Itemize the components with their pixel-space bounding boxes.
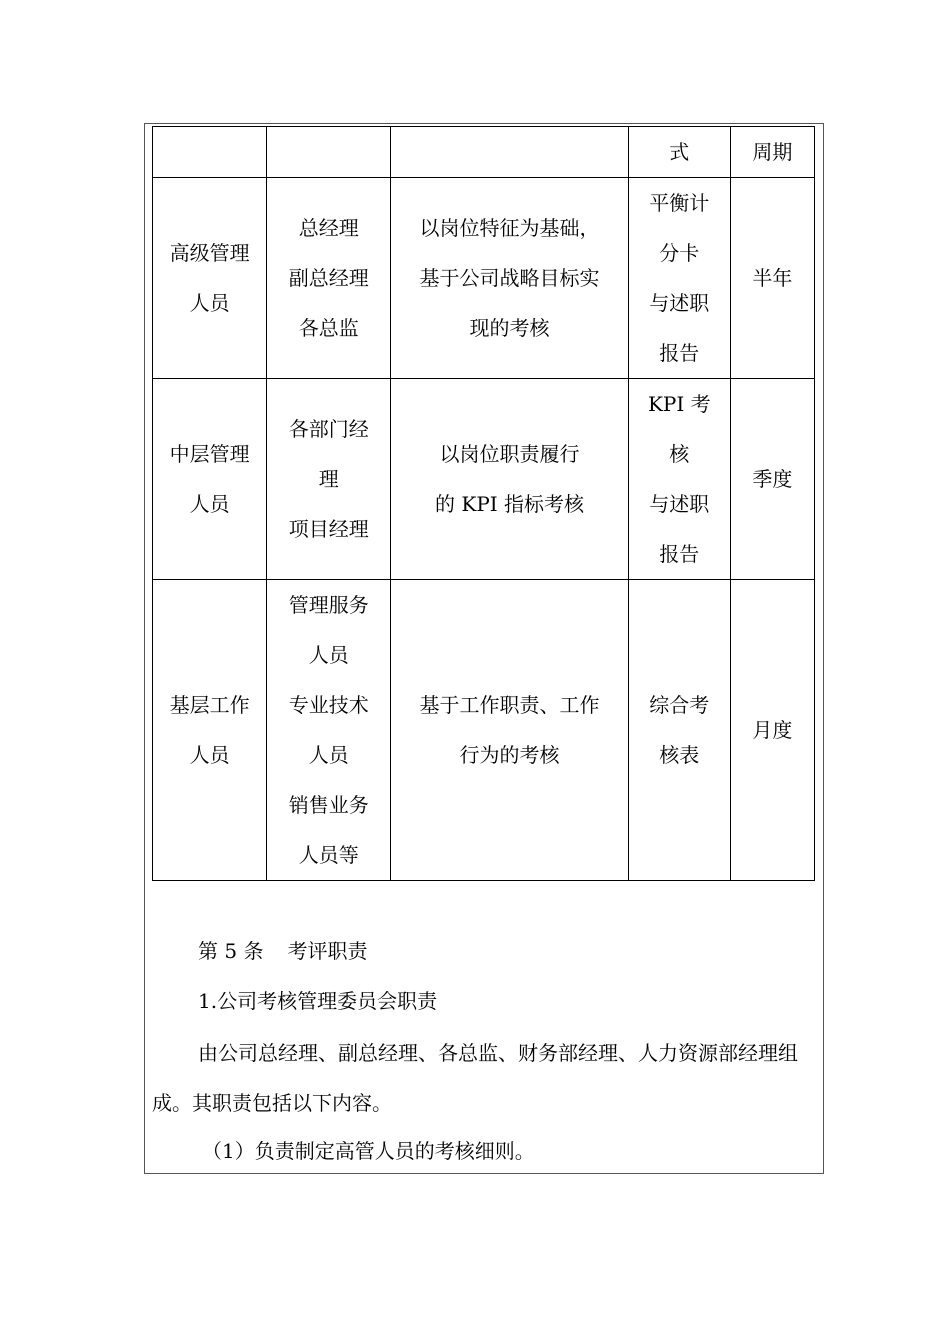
cell-text-line: 总经理 <box>298 216 359 240</box>
table-cell-positions <box>267 178 391 379</box>
cell-text-line: 分卡 <box>659 241 700 265</box>
cell-text-line: 与述职 <box>649 291 710 315</box>
table-cell-content <box>391 580 628 881</box>
cell-text-line: 报告 <box>659 341 700 365</box>
cell-text-line: 销售业务 <box>288 793 369 817</box>
cell-text-line: 核表 <box>659 743 700 767</box>
cell-text-line: 项目经理 <box>288 517 369 541</box>
table-cell-cycle <box>730 178 814 379</box>
header-cell-positions <box>267 127 391 178</box>
cell-text-line: 基于工作职责、工作 <box>419 693 600 717</box>
article-heading <box>152 926 861 976</box>
cell-text-line: 中层管理 <box>169 442 250 466</box>
cell-text-line: 报告 <box>659 542 700 566</box>
header-cell-level <box>153 127 267 178</box>
cell-text-line: 人员 <box>189 743 230 767</box>
cell-text-line: 月度 <box>752 718 793 742</box>
list-item-1: （1）负责制定高管人员的考核细则。 <box>202 1139 535 1163</box>
cell-text-line: 高级管理 <box>169 241 250 265</box>
table-cell-cycle <box>730 580 814 881</box>
table-cell-level <box>153 178 267 379</box>
cell-text-line: 人员等 <box>298 843 359 867</box>
cell-text-line: 人员 <box>189 492 230 516</box>
header-cell-method: 式 <box>628 127 730 178</box>
header-cell-cycle: 周期 <box>730 127 814 178</box>
table-cell-content <box>391 178 628 379</box>
cell-text-line: KPI 考 <box>647 392 711 416</box>
section-body-paragraph: 由公司总经理、副总经理、各总监、财务部经理、人力资源部经理组成。其职责包括以下内容。 <box>152 1041 798 1115</box>
cell-text-line: 各部门经 <box>288 417 369 441</box>
table-cell-method <box>628 178 730 379</box>
table-cell-level <box>153 580 267 881</box>
cell-text-line: 平衡计 <box>649 191 710 215</box>
cell-text-line: 理 <box>318 467 339 491</box>
table-cell-level <box>153 379 267 580</box>
table-cell-method <box>628 379 730 580</box>
table-cell-method <box>628 580 730 881</box>
assessment-table <box>152 126 815 881</box>
cell-text-line: 综合考 <box>649 693 710 717</box>
cell-text-line: 行为的考核 <box>459 743 560 767</box>
table-row <box>153 178 815 379</box>
cell-text-line: 与述职 <box>649 492 710 516</box>
table-row <box>153 580 815 881</box>
cell-text-line: 半年 <box>752 266 793 290</box>
cell-text-line: 管理服务 <box>288 593 369 617</box>
cell-text-line: 基于公司战略目标实 <box>419 266 600 290</box>
table-row <box>153 379 815 580</box>
article-number: 第 5 条 <box>198 939 264 963</box>
cell-text-line: 以岗位特征为基础， <box>419 216 600 240</box>
assessment-table-body <box>153 127 815 881</box>
section-subheading: 1.公司考核管理委员会职责 <box>198 989 438 1013</box>
cell-text-line: 季度 <box>752 467 793 491</box>
cell-text-line: 的 KPI 指标考核 <box>435 492 585 516</box>
cell-text-line: 副总经理 <box>288 266 369 290</box>
cell-text-line: 专业技术 <box>288 693 369 717</box>
cell-text-line: 人员 <box>189 291 230 315</box>
table-header-row <box>153 127 815 178</box>
cell-text-line: 以岗位职责履行 <box>439 442 580 466</box>
table-cell-cycle <box>730 379 814 580</box>
header-cell-content <box>391 127 628 178</box>
cell-text-line: 现的考核 <box>469 316 550 340</box>
cell-text-line: 人员 <box>308 643 349 667</box>
cell-text-line: 各总监 <box>298 316 359 340</box>
table-cell-content <box>391 379 628 580</box>
article-title: 考评职责 <box>287 939 368 963</box>
cell-text-line: 基层工作 <box>169 693 250 717</box>
cell-text-line: 人员 <box>308 743 349 767</box>
table-cell-positions <box>267 580 391 881</box>
cell-text-line: 核 <box>669 442 690 466</box>
table-cell-positions <box>267 379 391 580</box>
